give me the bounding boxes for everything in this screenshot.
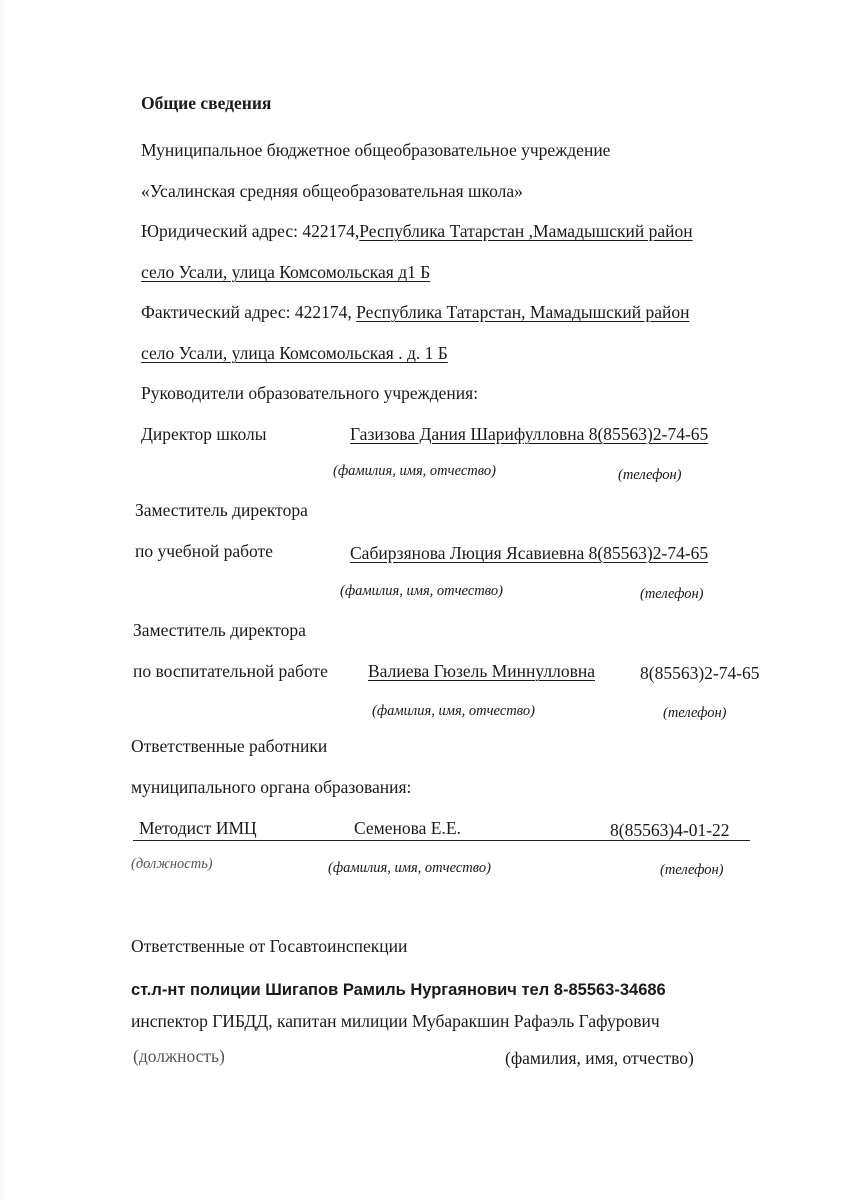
- traffic-police-caption-position: (должность): [133, 1046, 225, 1066]
- leaders-heading: Руководители образовательного учреждения:: [141, 383, 479, 403]
- municipal-heading-1: Ответственные работники: [131, 736, 328, 756]
- actual-address-line-1: [141, 302, 689, 322]
- institution-line-2: «Усалинская средняя общеобразовательная школа»: [141, 181, 523, 201]
- municipal-underline: [133, 840, 750, 841]
- deputy-study-role-2: по учебной работе: [135, 541, 273, 561]
- traffic-police-caption-name: (фамилия, имя, отчество): [505, 1048, 694, 1068]
- municipal-caption-position: (должность): [131, 856, 213, 872]
- legal-address-value-2: село Усали, улица Комсомольская д1 Б: [141, 262, 431, 282]
- legal-address-label: Юридический адрес: 422174,: [141, 221, 360, 241]
- director-caption-phone: (телефон): [618, 467, 682, 483]
- deputy-study-role-1: Заместитель директора: [135, 500, 308, 520]
- actual-address-value-2: село Усали, улица Комсомольская . д. 1 Б: [141, 343, 448, 363]
- deputy-upbringing-role-2: по воспитательной работе: [133, 661, 328, 681]
- legal-address-value-1: Республика Татарстан ,Мамадышский район: [359, 221, 693, 241]
- director-caption-name: (фамилия, имя, отчество): [333, 463, 496, 479]
- deputy-upbringing-phone: 8(85563)2-74-65: [640, 663, 760, 683]
- legal-address-line-1: [141, 221, 693, 241]
- municipal-position: Методист ИМЦ: [139, 818, 257, 838]
- traffic-police-inspector: инспектор ГИБДД, капитан милиции Мубаракшин Рафаэль Гафурович: [131, 1011, 660, 1031]
- deputy-study-name-phone: Сабирзянова Люция Ясавиевна 8(85563)2-74-65: [350, 543, 709, 563]
- actual-address-label: Фактический адрес: 422174,: [141, 302, 357, 322]
- municipal-name: Семенова Е.Е.: [354, 818, 461, 838]
- director-name-phone: Газизова Дания Шарифулловна 8(85563)2-74-65: [350, 424, 709, 444]
- deputy-upbringing-name: Валиева Гюзель Миннулловна: [368, 661, 595, 681]
- scan-edge-shadow: [0, 0, 6, 1200]
- deputy-study-caption-name: (фамилия, имя, отчество): [340, 583, 503, 599]
- actual-address-value-1: Республика Татарстан, Мамадышский район: [356, 302, 690, 322]
- traffic-police-officer: ст.л-нт полиции Шигапов Рамиль Нургаянович тел 8-85563-34686: [131, 981, 666, 999]
- deputy-upbringing-caption-phone: (телефон): [663, 705, 727, 721]
- deputy-upbringing-caption-name: (фамилия, имя, отчество): [372, 703, 535, 719]
- institution-line-1: Муниципальное бюджетное общеобразовательное учреждение: [141, 140, 611, 160]
- traffic-police-heading: Ответственные от Госавтоинспекции: [131, 936, 408, 956]
- municipal-caption-name: (фамилия, имя, отчество): [328, 860, 491, 876]
- section-heading: Общие сведения: [141, 93, 272, 113]
- municipal-phone: 8(85563)4-01-22: [610, 820, 730, 840]
- municipal-heading-2: муниципального органа образования:: [131, 777, 412, 797]
- deputy-study-caption-phone: (телефон): [640, 586, 704, 602]
- municipal-caption-phone: (телефон): [660, 862, 724, 878]
- deputy-upbringing-role-1: Заместитель директора: [133, 620, 306, 640]
- director-role: Директор школы: [141, 424, 267, 444]
